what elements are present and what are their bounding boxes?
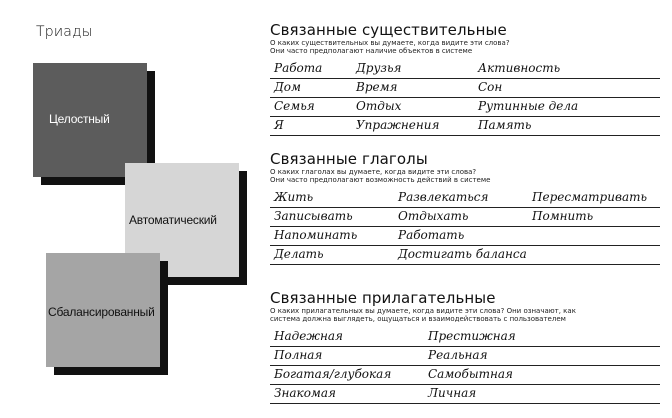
square-label: Автоматический <box>129 213 217 227</box>
word-cell: Записывать <box>274 209 353 223</box>
section-subtitle-line: О каких глаголах вы думаете, когда видите эти слова? <box>270 168 477 176</box>
word-cell: Знакомая <box>274 386 336 400</box>
word-cell: Работать <box>398 228 465 242</box>
section-heading: Связанные глаголы <box>270 150 428 168</box>
word-cell: Память <box>478 118 532 132</box>
word-cell: Личная <box>428 386 477 400</box>
section-subtitle-line: О каких прилагательных вы думаете, когда видите эти слова? Они означают, как <box>270 307 576 315</box>
square-holistic <box>33 63 147 177</box>
word-cell: Развлекаться <box>398 190 489 204</box>
word-cell: Жить <box>274 190 314 204</box>
word-cell: Полная <box>274 348 323 362</box>
word-cell: Отдых <box>356 99 402 113</box>
square-label: Сбалансированный <box>48 305 155 319</box>
word-cell: Напоминать <box>274 228 358 242</box>
page-title: Триады <box>36 24 93 40</box>
section-adjectives <box>270 290 660 404</box>
table-row <box>270 98 660 117</box>
word-cell: Отдыхать <box>398 209 469 223</box>
table-row <box>270 227 660 246</box>
word-cell: Достигать баланса <box>398 247 527 261</box>
word-cell: Самобытная <box>428 367 513 381</box>
table-row <box>270 246 660 265</box>
section-heading: Связанные существительные <box>270 21 507 39</box>
word-cell: Делать <box>274 247 324 261</box>
word-cell: Реальная <box>428 348 488 362</box>
table-row <box>270 117 660 136</box>
section-nouns <box>270 22 660 136</box>
word-cell: Время <box>356 80 398 94</box>
word-table <box>270 189 660 265</box>
word-table <box>270 60 660 136</box>
word-cell: Семья <box>274 99 315 113</box>
table-row <box>270 347 660 366</box>
table-row <box>270 189 660 208</box>
word-cell: Я <box>274 118 284 132</box>
table-row <box>270 385 660 404</box>
square-label: Целостный <box>49 112 110 126</box>
section-heading: Связанные прилагательные <box>270 289 496 307</box>
word-cell: Рутинные дела <box>478 99 579 113</box>
word-cell: Помнить <box>532 209 594 223</box>
square-balanced <box>46 253 160 367</box>
word-cell: Упражнения <box>356 118 440 132</box>
word-cell: Активность <box>478 61 561 75</box>
word-table <box>270 328 660 404</box>
section-subtitle-line: Они часто предполагают наличие объектов в системе <box>270 47 473 55</box>
table-row <box>270 366 660 385</box>
table-row <box>270 328 660 347</box>
word-cell: Дом <box>274 80 301 94</box>
table-row <box>270 208 660 227</box>
word-cell: Друзья <box>356 61 402 75</box>
section-subtitle-line: О каких существительных вы думаете, когда видите эти слова? <box>270 39 510 47</box>
section-subtitle-line: Они часто предполагают возможность действий в системе <box>270 176 491 184</box>
word-cell: Надежная <box>274 329 343 343</box>
word-cell: Работа <box>274 61 323 75</box>
table-row <box>270 60 660 79</box>
word-cell: Престижная <box>428 329 516 343</box>
section-subtitle-line: система должна выглядеть, ощущаться и взаимодействовать с пользователем <box>270 315 566 323</box>
word-cell: Сон <box>478 80 503 94</box>
word-cell: Пересматривать <box>532 190 648 204</box>
word-cell: Богатая/глубокая <box>274 367 392 381</box>
section-verbs <box>270 151 660 265</box>
table-row <box>270 79 660 98</box>
